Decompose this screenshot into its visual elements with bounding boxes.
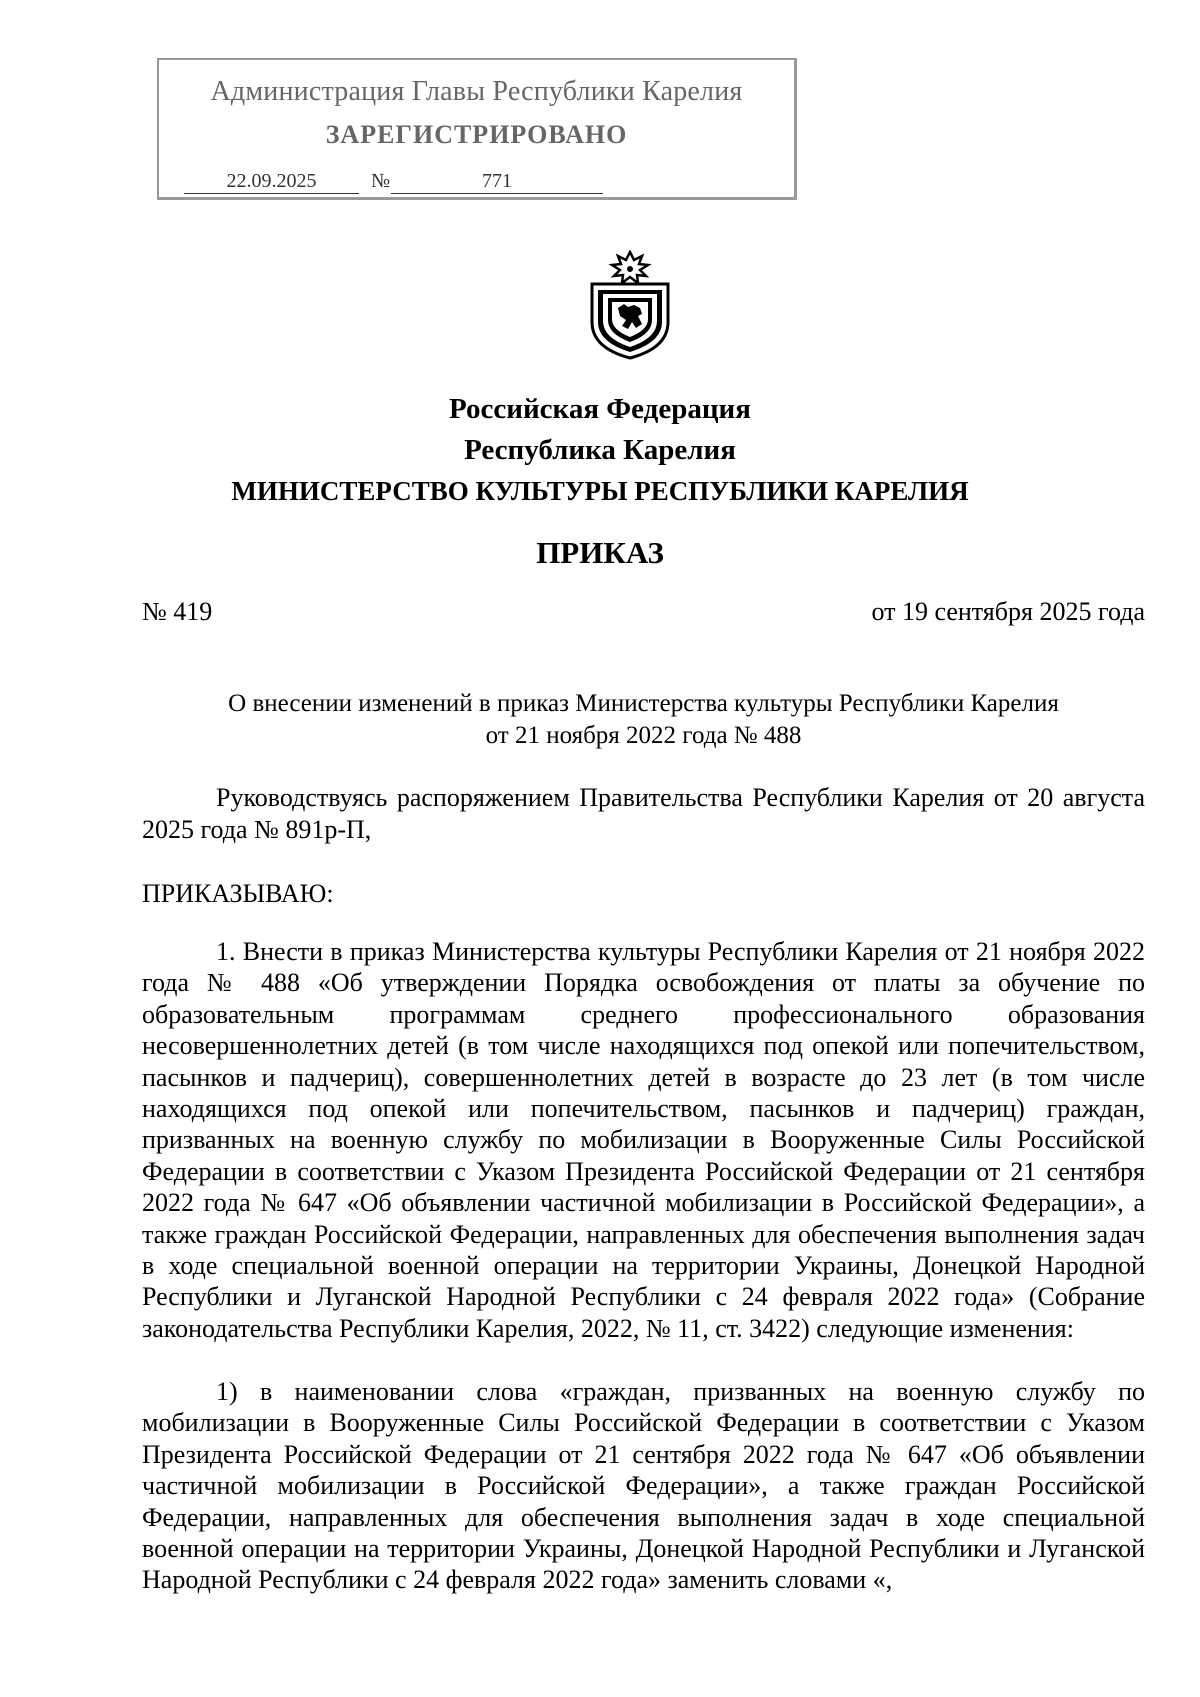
stamp-status: ЗАРЕГИСТРИРОВАНО	[325, 120, 628, 149]
item-1-paragraph: 1. Внести в приказ Министерства культуры Республики Карелия от 21 ноября 2022 года № 488 «Об утверждении Порядка освобождения от платы за обучение по образовательным программам среднего профессионального образования несовершеннолетних детей (в том числе находящихся под опекой или попечительством, пасынков и падчериц), совершеннолетних детей в возрасте до 23 лет (в том числе находящихся под опекой или попечительством, пасынков и падчериц) граждан, призванных на военную службу по мобилизации в Вооруженные Силы Российской Федерации в соответствии с Указом Президента Российской Федерации от 21 сентября 2022 года № 647 «Об объявлении частичной мобилизации в Российской Федерации», а также граждан Российской Федерации, направленных для обеспечения выполнения задач в ходе специальной военной операции на территории Украины, Донецкой Народной Республики и Луганской Народной Республики с 24 февраля 2022 года» (Собрание законодательства Республики Карелия, 2022, № 11, ст. 3422) следующие изменения:	[142, 937, 1145, 1343]
stamp-date: 22.09.2025	[184, 170, 359, 194]
karelia-coat-of-arms-icon	[584, 250, 676, 360]
stamp-organization: Администрация Главы Республики Карелия	[210, 76, 743, 107]
registration-stamp	[157, 58, 797, 200]
stamp-number-label: №	[371, 170, 391, 192]
region-name: Республика Карелия	[464, 434, 736, 466]
order-word: ПРИКАЗЫВАЮ:	[142, 879, 334, 908]
basis-paragraph: Руководствуясь распоряжением Правительства Республики Карелия от 20 августа 2025 года № 891р-П,	[142, 783, 1145, 844]
order-date: от 19 сентября 2025 года	[871, 597, 1145, 626]
item-1-subitem-1-paragraph: 1) в наименовании слова «граждан, призванных на военную службу по мобилизации в Вооруженные Силы Российской Федерации в соответствии с Указом Президента Российской Федерации от 21 сентября 2022 года № 647 «Об объявлении частичной мобилизации в Российской Федерации», а также граждан Российской Федерации, направленных для обеспечения выполнения задач в ходе специальной военной операции на территории Украины, Донецкой Народной Республики и Луганской Народной Республики с 24 февраля 2022 года» заменить словами «,	[142, 1377, 1145, 1595]
subject-line-1: О внесении изменений в приказ Министерства культуры Республики Карелия	[228, 690, 1059, 717]
stamp-number: 771	[391, 170, 603, 194]
order-number: № 419	[142, 597, 213, 626]
subject-line-2: от 21 ноября 2022 года № 488	[485, 722, 802, 749]
document-type: ПРИКАЗ	[536, 535, 664, 570]
ministry-name: МИНИСТЕРСТВО КУЛЬТУРЫ РЕСПУБЛИКИ КАРЕЛИЯ	[231, 476, 969, 506]
country-name: Российская Федерация	[449, 393, 751, 425]
order-subject	[142, 688, 1145, 752]
